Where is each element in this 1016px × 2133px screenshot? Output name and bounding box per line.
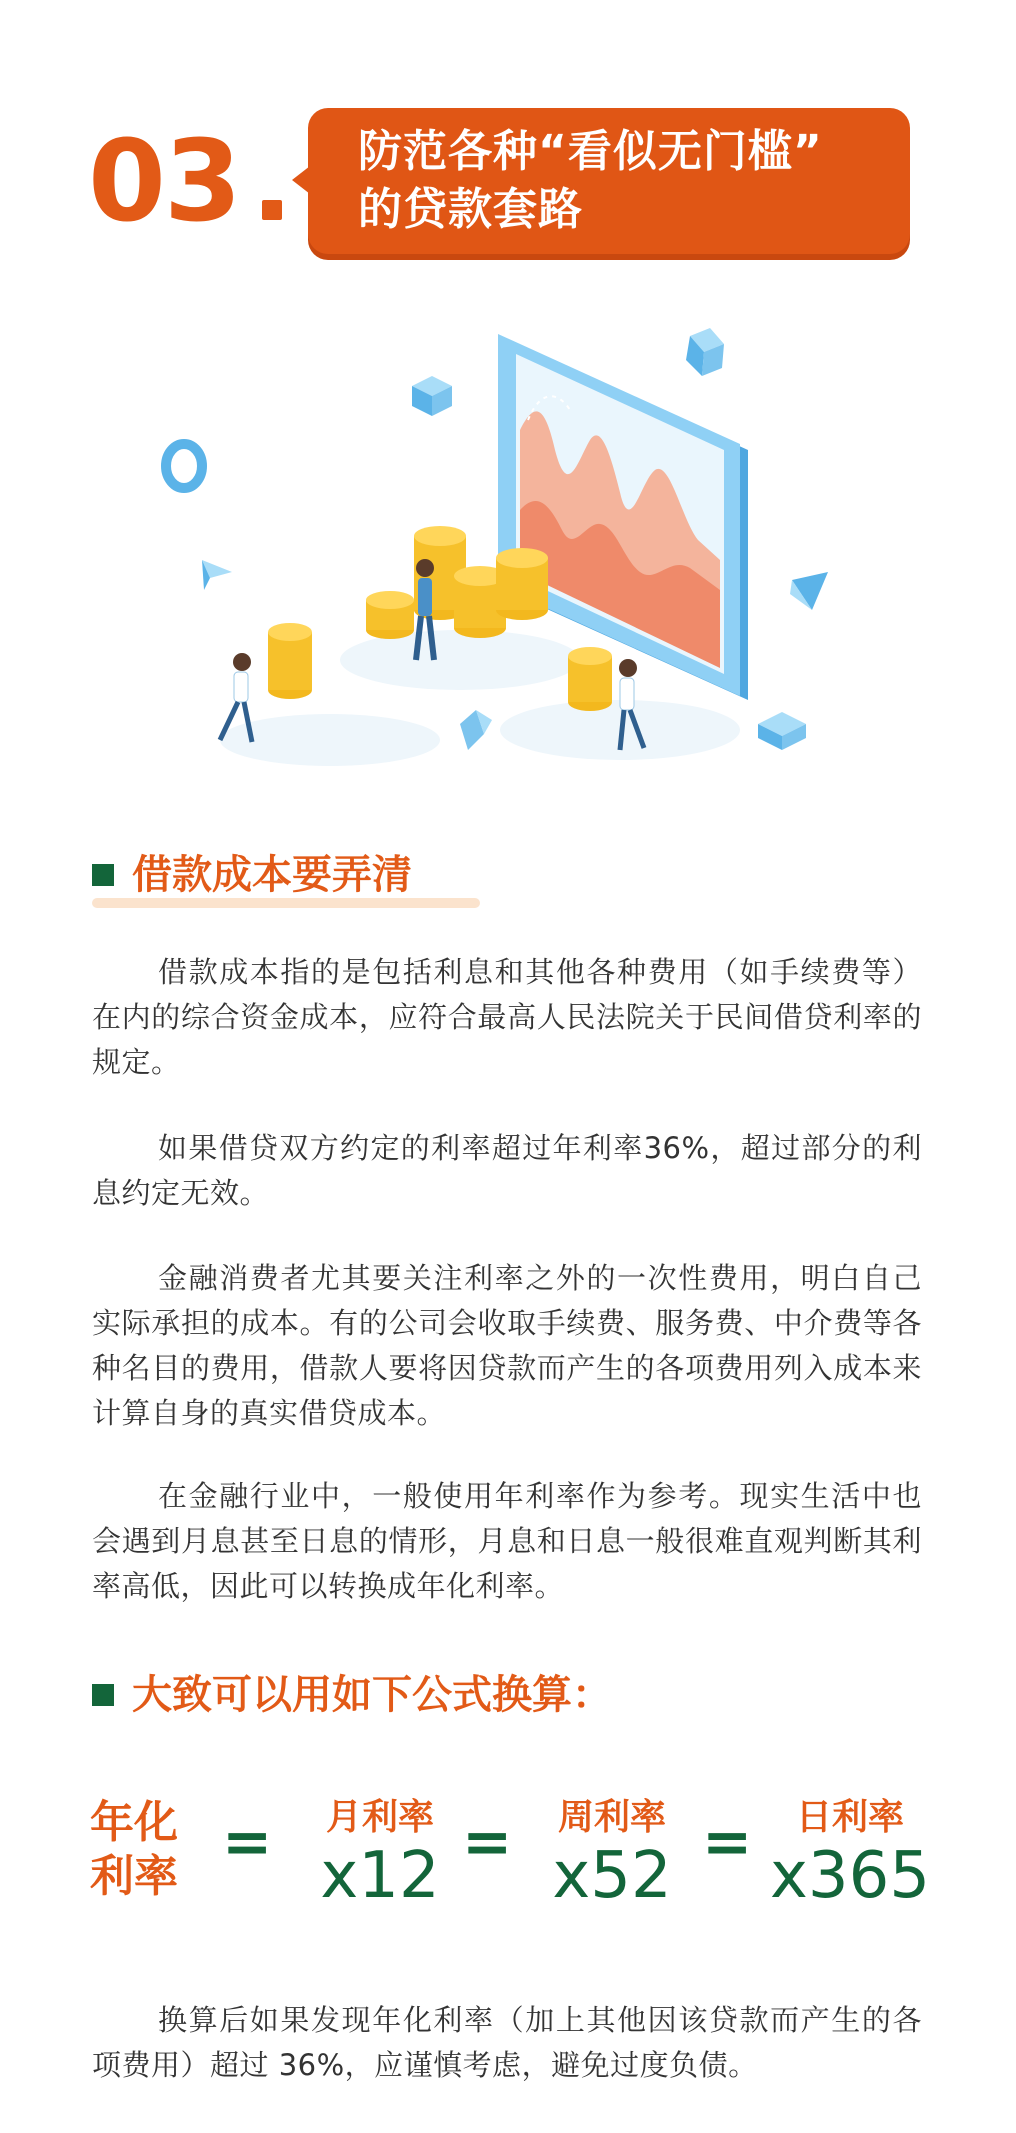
finance-illustration — [150, 310, 870, 790]
equals-sign: = — [222, 1807, 273, 1877]
pyramid-icon — [790, 572, 828, 610]
coin-stack-icon — [568, 647, 612, 711]
paragraph: 如果借贷双方约定的利率超过年利率36%，超过部分的利息约定无效。 — [92, 1131, 922, 1210]
formula-term-daily — [770, 1796, 930, 1912]
equals-sign: = — [462, 1807, 513, 1877]
title-bubble — [308, 108, 910, 254]
formula-result-line1: 年化 — [90, 1797, 178, 1848]
cube-icon — [686, 328, 724, 376]
cube-icon — [460, 710, 492, 750]
formula-term-label: 月利率 — [325, 1797, 434, 1838]
ring-icon — [166, 444, 202, 488]
paragraph: 在金融行业中，一般使用年利率作为参考。现实生活中也会遇到月息甚至日息的情形，月息和日息一般很难直观判断其利率高低，因此可以转换成年化利率。 — [92, 1479, 922, 1603]
coin-stack-icon — [268, 623, 312, 699]
formula-result-line2: 利率 — [90, 1851, 178, 1902]
pyramid-icon — [202, 560, 232, 590]
heading-text: 借款成本要弄清 — [132, 852, 412, 898]
formula-term-multiplier: x52 — [552, 1839, 672, 1913]
formula-term-monthly — [300, 1796, 460, 1912]
page-title-line1: 防范各种“看似无门槛” — [358, 126, 823, 177]
section-number: 03 — [88, 117, 240, 247]
cube-icon — [758, 712, 806, 750]
formula-term-label: 日利率 — [795, 1797, 904, 1838]
formula-term-weekly — [532, 1796, 692, 1912]
page-title-line2: 的贷款套路 — [358, 184, 583, 235]
formula-term-multiplier: x365 — [770, 1839, 931, 1913]
formula-term-label: 周利率 — [557, 1797, 666, 1838]
equals-sign: = — [702, 1807, 753, 1877]
formula-term-multiplier: x12 — [320, 1839, 440, 1913]
heading-text: 大致可以用如下公式换算： — [132, 1672, 612, 1718]
closing-paragraph: 换算后如果发现年化利率（加上其他因该贷款而产生的各项费用）超过 36%，应谨慎考虑，避免过度负债。 — [92, 2003, 922, 2082]
cube-icon — [412, 376, 452, 416]
paragraph: 金融消费者尤其要关注利率之外的一次性费用，明白自己实际承担的成本。有的公司会收取手续费、服务费、中介费等各种名目的费用，借款人要将因贷款而产生的各项费用列入成本来计算自身的真实借贷成本。 — [92, 1261, 922, 1430]
section-number-dot — [262, 200, 282, 220]
formula-result — [90, 1796, 190, 1904]
heading-square-icon — [92, 1684, 114, 1706]
heading-square-icon — [92, 864, 114, 886]
paragraph: 借款成本指的是包括利息和其他各种费用（如手续费等）在内的综合资金成本，应符合最高人民法院关于民间借贷利率的规定。 — [92, 955, 922, 1079]
